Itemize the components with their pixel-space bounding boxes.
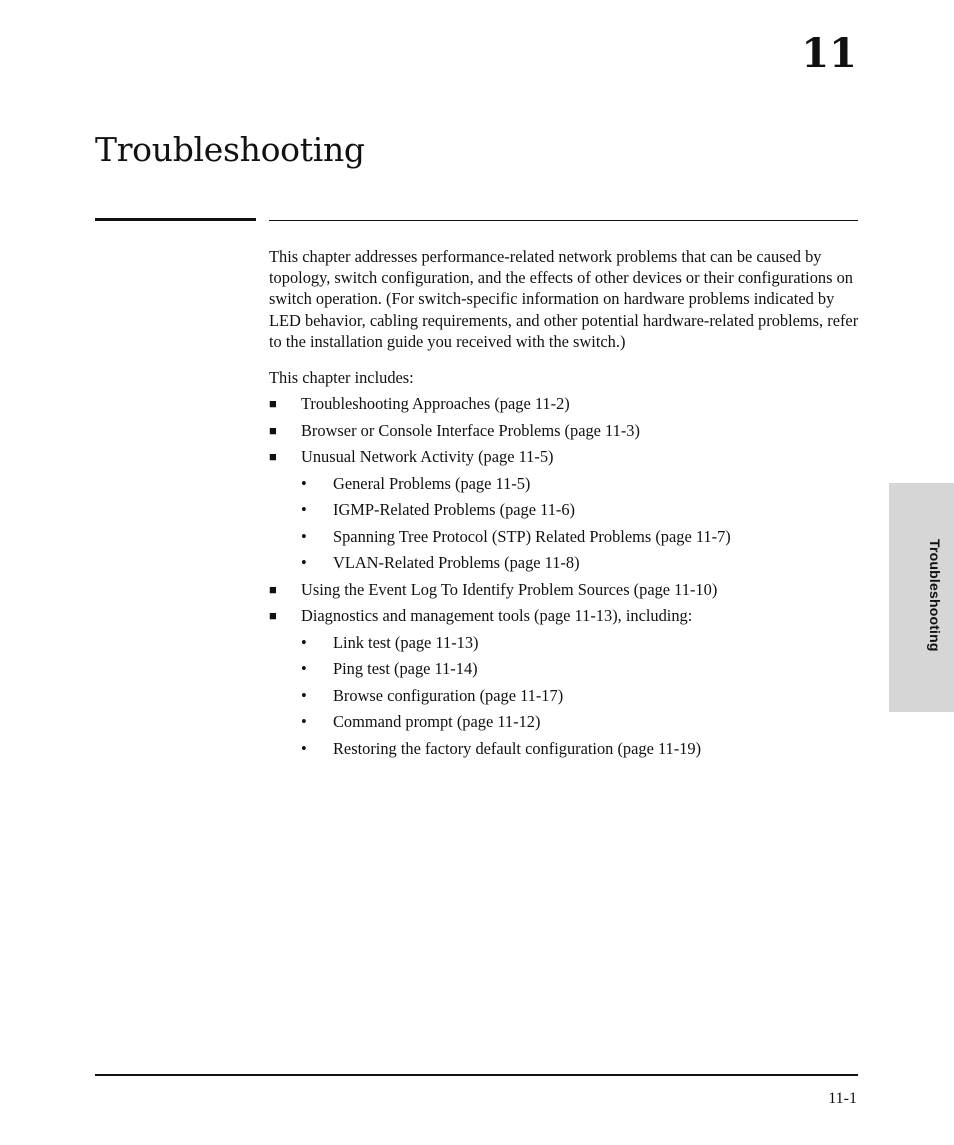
dot-bullet-icon: •: [301, 500, 307, 520]
list-item-text: Command prompt (page 11-12): [333, 712, 541, 732]
sub-list-item: [269, 685, 859, 712]
list-item-text: Spanning Tree Protocol (STP) Related Problems (page 11-7): [333, 526, 731, 546]
list-item-text: General Problems (page 11-5): [333, 473, 531, 493]
dot-bullet-icon: •: [301, 738, 307, 758]
square-bullet-icon: ■: [269, 449, 277, 465]
sub-list-item: [269, 473, 859, 500]
dot-bullet-icon: •: [301, 632, 307, 652]
chapter-title: Troubleshooting: [95, 130, 365, 169]
list-item-text: Browse configuration (page 11-17): [333, 685, 564, 705]
list-item-text: Browser or Console Interface Problems (page 11-3): [301, 420, 640, 440]
footer-rule: [95, 1074, 858, 1076]
list-item: [269, 420, 859, 447]
list-item-text: Diagnostics and management tools (page 11-13), including:: [301, 606, 693, 626]
chapter-side-tab: [889, 483, 954, 712]
list-item: [269, 393, 859, 420]
square-bullet-icon: ■: [269, 422, 277, 438]
list-item-text: VLAN-Related Problems (page 11-8): [333, 553, 580, 573]
sub-list-item: [269, 711, 859, 738]
list-item: [269, 579, 859, 606]
includes-label: This chapter includes:: [269, 368, 414, 388]
square-bullet-icon: ■: [269, 396, 277, 412]
dot-bullet-icon: •: [301, 659, 307, 679]
square-bullet-icon: ■: [269, 608, 277, 624]
list-item-text: Restoring the factory default configuration (page 11-19): [333, 738, 702, 758]
sub-list-item: [269, 632, 859, 659]
side-tab-label: Troubleshooting: [927, 539, 943, 652]
dot-bullet-icon: •: [301, 685, 307, 705]
dot-bullet-icon: •: [301, 553, 307, 573]
list-item: [269, 605, 859, 632]
square-bullet-icon: ■: [269, 581, 277, 597]
dot-bullet-icon: •: [301, 526, 307, 546]
page-number: 11-1: [828, 1090, 857, 1107]
sub-list-item: [269, 526, 859, 553]
dot-bullet-icon: •: [301, 473, 307, 493]
dot-bullet-icon: •: [301, 712, 307, 732]
list-item-text: Link test (page 11-13): [333, 632, 479, 652]
title-rule-thick: [95, 218, 256, 221]
sub-list-item: [269, 738, 859, 765]
list-item-text: Ping test (page 11-14): [333, 659, 478, 679]
list-item-text: IGMP-Related Problems (page 11-6): [333, 500, 576, 520]
list-item: [269, 446, 859, 473]
chapter-number: 11: [801, 30, 857, 77]
list-item-text: Troubleshooting Approaches (page 11-2): [301, 394, 570, 414]
sub-list-item: [269, 658, 859, 685]
sub-list-item: [269, 499, 859, 526]
chapter-content: [269, 246, 859, 764]
contents-list: [269, 393, 859, 764]
title-rule-thin: [269, 220, 858, 221]
intro-paragraph: This chapter addresses performance-related network problems that can be caused by topology, switch configuration, and the effects of other devices or their configurations on switch operation. (For switch-specific information on hardware problems indicated by LED behavior, cabling requirements, and other potential hardware-related problems, refer to the installation guide you received with the switch.): [269, 247, 859, 351]
sub-list-item: [269, 552, 859, 579]
list-item-text: Unusual Network Activity (page 11-5): [301, 447, 554, 467]
list-item-text: Using the Event Log To Identify Problem Sources (page 11-10): [301, 579, 718, 599]
